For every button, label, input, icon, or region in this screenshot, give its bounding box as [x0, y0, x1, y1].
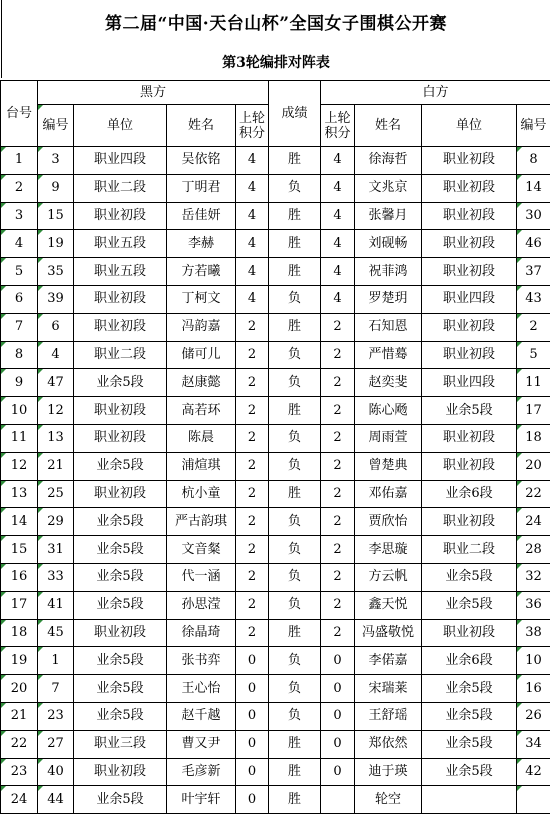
white-unit-cell: 职业初段 — [422, 258, 517, 286]
result-cell: 负 — [269, 424, 321, 452]
white-prev-score-cell: 0 — [321, 702, 355, 730]
black-prev-score-cell: 2 — [236, 397, 269, 425]
table-row — [1, 536, 550, 564]
black-name-cell: 储可儿 — [167, 341, 236, 369]
result-cell: 负 — [269, 647, 321, 675]
white-name-cell: 方云帆 — [355, 563, 422, 591]
result-cell: 负 — [269, 452, 321, 480]
white-prev-score-cell: 2 — [321, 536, 355, 564]
table-row — [1, 563, 550, 591]
black-name-cell: 孙思滢 — [167, 591, 236, 619]
result-cell: 负 — [269, 174, 321, 202]
black-prev-score-cell: 4 — [236, 258, 269, 286]
black-unit-cell: 职业初段 — [74, 285, 167, 313]
black-name-cell: 毛彦新 — [167, 758, 236, 786]
result-cell: 胜 — [269, 786, 321, 814]
white-name-cell: 李思璇 — [355, 536, 422, 564]
black-unit-cell: 职业初段 — [74, 424, 167, 452]
white-no-cell: 26 — [517, 702, 550, 730]
black-no-cell: 13 — [38, 424, 74, 452]
result-cell: 胜 — [269, 202, 321, 230]
result-cell: 胜 — [269, 619, 321, 647]
white-prev-score-cell: 4 — [321, 202, 355, 230]
table-row — [1, 619, 550, 647]
black-prev-score-cell: 2 — [236, 563, 269, 591]
white-prev-score-cell: 2 — [321, 369, 355, 397]
black-name-cell: 王心怡 — [167, 675, 236, 703]
white-unit-cell: 职业初段 — [422, 452, 517, 480]
table-row — [1, 397, 550, 425]
white-no-cell: 34 — [517, 730, 550, 758]
white-prev-score-cell: 0 — [321, 647, 355, 675]
white-prev-score-cell: 2 — [321, 480, 355, 508]
result-cell: 胜 — [269, 230, 321, 258]
white-name-cell: 郑依然 — [355, 730, 422, 758]
white-prev-score-cell: 2 — [321, 452, 355, 480]
white-name-cell: 鑫天悦 — [355, 591, 422, 619]
black-no-cell: 9 — [38, 174, 74, 202]
white-name-cell: 严惜蓦 — [355, 341, 422, 369]
black-no-cell: 3 — [38, 147, 74, 175]
black-name-cell: 高若环 — [167, 397, 236, 425]
table-row — [1, 313, 550, 341]
table-number-cell: 14 — [1, 508, 38, 536]
result-cell: 负 — [269, 702, 321, 730]
black-prev-score-cell: 0 — [236, 786, 269, 814]
table-row — [1, 786, 550, 814]
header-black-no: 编号 — [38, 105, 74, 147]
black-name-cell: 丁柯文 — [167, 285, 236, 313]
white-name-cell: 刘砚畅 — [355, 230, 422, 258]
table-row — [1, 258, 550, 286]
black-name-cell: 冯韵嘉 — [167, 313, 236, 341]
white-name-cell: 王舒瑶 — [355, 702, 422, 730]
white-unit-cell — [422, 786, 517, 814]
black-no-cell: 31 — [38, 536, 74, 564]
white-prev-score-cell: 0 — [321, 758, 355, 786]
white-name-cell: 冯盛敬悦 — [355, 619, 422, 647]
black-no-cell: 21 — [38, 452, 74, 480]
white-unit-cell: 业余5段 — [422, 675, 517, 703]
white-no-cell: 5 — [517, 341, 550, 369]
black-prev-score-cell: 0 — [236, 758, 269, 786]
white-unit-cell: 职业四段 — [422, 369, 517, 397]
white-no-cell: 38 — [517, 619, 550, 647]
black-unit-cell: 职业初段 — [74, 619, 167, 647]
table-number-cell: 18 — [1, 619, 38, 647]
document-subtitle: 第3轮编排对阵表 — [1, 48, 550, 78]
black-unit-cell: 职业初段 — [74, 397, 167, 425]
black-unit-cell: 业余5段 — [74, 702, 167, 730]
header-row-1 — [1, 81, 550, 105]
white-prev-score-cell: 4 — [321, 285, 355, 313]
black-name-cell: 杭小童 — [167, 480, 236, 508]
black-no-cell: 12 — [38, 397, 74, 425]
header-black-name: 姓名 — [167, 105, 236, 147]
white-no-cell: 22 — [517, 480, 550, 508]
black-unit-cell: 业余5段 — [74, 647, 167, 675]
white-prev-score-cell: 2 — [321, 397, 355, 425]
black-name-cell: 代一涵 — [167, 563, 236, 591]
table-number-cell: 8 — [1, 341, 38, 369]
result-cell: 负 — [269, 341, 321, 369]
black-prev-score-cell: 0 — [236, 647, 269, 675]
white-no-cell: 17 — [517, 397, 550, 425]
white-prev-score-cell: 2 — [321, 619, 355, 647]
table-number-cell: 15 — [1, 536, 38, 564]
table-number-cell: 5 — [1, 258, 38, 286]
table-row — [1, 647, 550, 675]
black-unit-cell: 职业五段 — [74, 258, 167, 286]
white-name-cell: 张馨月 — [355, 202, 422, 230]
white-prev-score-cell: 2 — [321, 424, 355, 452]
table-number-cell: 24 — [1, 786, 38, 814]
black-no-cell: 41 — [38, 591, 74, 619]
result-cell: 负 — [269, 508, 321, 536]
white-prev-score-cell: 2 — [321, 591, 355, 619]
table-row — [1, 730, 550, 758]
white-unit-cell: 职业四段 — [422, 285, 517, 313]
white-name-cell: 徐海哲 — [355, 147, 422, 175]
table-row — [1, 452, 550, 480]
black-prev-score-cell: 2 — [236, 369, 269, 397]
black-no-cell: 23 — [38, 702, 74, 730]
black-no-cell: 35 — [38, 258, 74, 286]
white-prev-score-cell: 4 — [321, 258, 355, 286]
table-row — [1, 230, 550, 258]
black-no-cell: 19 — [38, 230, 74, 258]
table-number-cell: 3 — [1, 202, 38, 230]
result-cell: 胜 — [269, 730, 321, 758]
header-white-prev-score: 上轮积分 — [321, 105, 355, 147]
white-no-cell: 2 — [517, 313, 550, 341]
table-number-cell: 19 — [1, 647, 38, 675]
black-no-cell: 6 — [38, 313, 74, 341]
black-no-cell: 29 — [38, 508, 74, 536]
black-name-cell: 丁明君 — [167, 174, 236, 202]
black-prev-score-cell: 4 — [236, 285, 269, 313]
white-prev-score-cell: 2 — [321, 313, 355, 341]
table-number-cell: 21 — [1, 702, 38, 730]
table-number-cell: 6 — [1, 285, 38, 313]
black-no-cell: 7 — [38, 675, 74, 703]
white-no-cell: 8 — [517, 147, 550, 175]
white-no-cell: 37 — [517, 258, 550, 286]
white-prev-score-cell: 2 — [321, 508, 355, 536]
table-row — [1, 480, 550, 508]
black-prev-score-cell: 2 — [236, 536, 269, 564]
table-number-cell: 7 — [1, 313, 38, 341]
result-cell: 负 — [269, 675, 321, 703]
black-unit-cell: 职业初段 — [74, 480, 167, 508]
white-unit-cell: 业余5段 — [422, 702, 517, 730]
table-row — [1, 285, 550, 313]
black-name-cell: 叶宇轩 — [167, 786, 236, 814]
white-prev-score-cell: 0 — [321, 675, 355, 703]
black-no-cell: 40 — [38, 758, 74, 786]
black-prev-score-cell: 2 — [236, 424, 269, 452]
black-no-cell: 39 — [38, 285, 74, 313]
black-unit-cell: 职业二段 — [74, 174, 167, 202]
white-prev-score-cell: 0 — [321, 730, 355, 758]
table-number-cell: 1 — [1, 147, 38, 175]
header-black-unit: 单位 — [74, 105, 167, 147]
black-name-cell: 方若曦 — [167, 258, 236, 286]
white-unit-cell: 职业初段 — [422, 619, 517, 647]
white-name-cell: 邓佑嘉 — [355, 480, 422, 508]
white-prev-score-cell — [321, 786, 355, 814]
white-unit-cell: 职业初段 — [422, 508, 517, 536]
white-unit-cell: 业余5段 — [422, 591, 517, 619]
result-cell: 胜 — [269, 313, 321, 341]
black-name-cell: 张书弈 — [167, 647, 236, 675]
white-no-cell: 16 — [517, 675, 550, 703]
table-row — [1, 508, 550, 536]
result-cell: 胜 — [269, 147, 321, 175]
result-cell: 负 — [269, 369, 321, 397]
black-unit-cell: 职业初段 — [74, 313, 167, 341]
black-prev-score-cell: 4 — [236, 202, 269, 230]
white-name-cell: 石知恩 — [355, 313, 422, 341]
header-table-no: 台号 — [1, 81, 38, 147]
white-unit-cell: 业余6段 — [422, 480, 517, 508]
black-prev-score-cell: 2 — [236, 619, 269, 647]
black-unit-cell: 业余5段 — [74, 786, 167, 814]
white-unit-cell: 职业初段 — [422, 174, 517, 202]
pairing-table — [0, 80, 550, 814]
black-unit-cell: 职业初段 — [74, 202, 167, 230]
white-unit-cell: 职业初段 — [422, 230, 517, 258]
table-number-cell: 20 — [1, 675, 38, 703]
white-name-cell: 迪于瑛 — [355, 758, 422, 786]
black-no-cell: 1 — [38, 647, 74, 675]
table-row — [1, 702, 550, 730]
white-name-cell: 贾欣怡 — [355, 508, 422, 536]
white-unit-cell: 职业二段 — [422, 536, 517, 564]
black-unit-cell: 职业三段 — [74, 730, 167, 758]
result-cell: 负 — [269, 591, 321, 619]
white-no-cell: 11 — [517, 369, 550, 397]
white-name-cell: 李偌嘉 — [355, 647, 422, 675]
black-unit-cell: 业余5段 — [74, 452, 167, 480]
black-name-cell: 陈晨 — [167, 424, 236, 452]
black-unit-cell: 业余5段 — [74, 536, 167, 564]
table-number-cell: 22 — [1, 730, 38, 758]
table-number-cell: 9 — [1, 369, 38, 397]
white-name-cell: 轮空 — [355, 786, 422, 814]
result-cell: 胜 — [269, 758, 321, 786]
white-name-cell: 周雨萱 — [355, 424, 422, 452]
black-prev-score-cell: 2 — [236, 508, 269, 536]
black-name-cell: 赵千越 — [167, 702, 236, 730]
black-no-cell: 15 — [38, 202, 74, 230]
black-prev-score-cell: 0 — [236, 675, 269, 703]
table-number-cell: 13 — [1, 480, 38, 508]
black-unit-cell: 职业五段 — [74, 230, 167, 258]
black-name-cell: 岳佳妍 — [167, 202, 236, 230]
black-prev-score-cell: 2 — [236, 313, 269, 341]
black-name-cell: 严古韵琪 — [167, 508, 236, 536]
black-no-cell: 4 — [38, 341, 74, 369]
table-row — [1, 147, 550, 175]
white-no-cell: 46 — [517, 230, 550, 258]
table-row — [1, 758, 550, 786]
black-prev-score-cell: 4 — [236, 174, 269, 202]
black-name-cell: 吴依铭 — [167, 147, 236, 175]
black-name-cell: 赵康懿 — [167, 369, 236, 397]
white-no-cell: 43 — [517, 285, 550, 313]
white-no-cell: 10 — [517, 647, 550, 675]
white-unit-cell: 业余5段 — [422, 758, 517, 786]
table-number-cell: 10 — [1, 397, 38, 425]
document-title: 第二届“中国·天台山杯”全国女子围棋公开赛 — [1, 0, 550, 48]
white-unit-cell: 职业初段 — [422, 147, 517, 175]
white-unit-cell: 业余5段 — [422, 397, 517, 425]
black-unit-cell: 业余5段 — [74, 675, 167, 703]
white-no-cell: 14 — [517, 174, 550, 202]
table-number-cell: 17 — [1, 591, 38, 619]
table-number-cell: 4 — [1, 230, 38, 258]
black-name-cell: 李赫 — [167, 230, 236, 258]
black-prev-score-cell: 2 — [236, 341, 269, 369]
table-row — [1, 591, 550, 619]
table-row — [1, 369, 550, 397]
white-no-cell: 28 — [517, 536, 550, 564]
table-number-cell: 16 — [1, 563, 38, 591]
black-prev-score-cell: 4 — [236, 147, 269, 175]
header-black: 黑方 — [38, 81, 269, 105]
black-name-cell: 文音粲 — [167, 536, 236, 564]
white-prev-score-cell: 4 — [321, 147, 355, 175]
white-no-cell: 20 — [517, 452, 550, 480]
header-result: 成绩 — [269, 81, 321, 147]
result-cell: 胜 — [269, 397, 321, 425]
white-no-cell: 36 — [517, 591, 550, 619]
white-unit-cell: 业余5段 — [422, 730, 517, 758]
white-no-cell: 24 — [517, 508, 550, 536]
white-prev-score-cell: 2 — [321, 563, 355, 591]
black-no-cell: 25 — [38, 480, 74, 508]
black-prev-score-cell: 2 — [236, 452, 269, 480]
white-name-cell: 陈心飏 — [355, 397, 422, 425]
black-prev-score-cell: 0 — [236, 702, 269, 730]
result-cell: 负 — [269, 285, 321, 313]
black-unit-cell: 业余5段 — [74, 508, 167, 536]
header-white-name: 姓名 — [355, 105, 422, 147]
white-name-cell: 文兆京 — [355, 174, 422, 202]
white-unit-cell: 职业初段 — [422, 341, 517, 369]
black-no-cell: 47 — [38, 369, 74, 397]
white-prev-score-cell: 4 — [321, 174, 355, 202]
table-row — [1, 675, 550, 703]
white-unit-cell: 职业初段 — [422, 424, 517, 452]
white-name-cell: 祝菲鸿 — [355, 258, 422, 286]
black-no-cell: 45 — [38, 619, 74, 647]
black-unit-cell: 职业四段 — [74, 147, 167, 175]
black-unit-cell: 业余5段 — [74, 563, 167, 591]
black-unit-cell: 业余5段 — [74, 369, 167, 397]
black-name-cell: 浦煊琪 — [167, 452, 236, 480]
white-no-cell: 42 — [517, 758, 550, 786]
white-no-cell: 18 — [517, 424, 550, 452]
result-cell: 负 — [269, 563, 321, 591]
black-name-cell: 徐晶琦 — [167, 619, 236, 647]
black-no-cell: 27 — [38, 730, 74, 758]
white-unit-cell: 职业初段 — [422, 202, 517, 230]
black-unit-cell: 职业初段 — [74, 758, 167, 786]
black-no-cell: 44 — [38, 786, 74, 814]
table-row — [1, 341, 550, 369]
result-cell: 胜 — [269, 258, 321, 286]
white-no-cell: 32 — [517, 563, 550, 591]
table-row — [1, 202, 550, 230]
table-number-cell: 23 — [1, 758, 38, 786]
black-name-cell: 曹又尹 — [167, 730, 236, 758]
black-prev-score-cell: 0 — [236, 730, 269, 758]
result-cell: 负 — [269, 536, 321, 564]
white-unit-cell: 业余6段 — [422, 647, 517, 675]
white-name-cell: 罗楚玥 — [355, 285, 422, 313]
white-prev-score-cell: 4 — [321, 230, 355, 258]
black-prev-score-cell: 2 — [236, 480, 269, 508]
white-unit-cell: 职业初段 — [422, 313, 517, 341]
black-no-cell: 33 — [38, 563, 74, 591]
result-cell: 胜 — [269, 480, 321, 508]
table-row — [1, 424, 550, 452]
table-number-cell: 2 — [1, 174, 38, 202]
white-unit-cell: 业余5段 — [422, 563, 517, 591]
table-row — [1, 174, 550, 202]
black-prev-score-cell: 4 — [236, 230, 269, 258]
black-unit-cell: 职业二段 — [74, 341, 167, 369]
black-unit-cell: 业余5段 — [74, 591, 167, 619]
table-number-cell: 11 — [1, 424, 38, 452]
header-white-unit: 单位 — [422, 105, 517, 147]
white-name-cell: 赵奕斐 — [355, 369, 422, 397]
white-name-cell: 宋瑞莱 — [355, 675, 422, 703]
white-no-cell — [517, 786, 550, 814]
white-no-cell: 30 — [517, 202, 550, 230]
header-white-no: 编号 — [517, 105, 550, 147]
white-prev-score-cell: 2 — [321, 341, 355, 369]
table-number-cell: 12 — [1, 452, 38, 480]
header-white: 白方 — [321, 81, 550, 105]
white-name-cell: 曾楚典 — [355, 452, 422, 480]
black-prev-score-cell: 2 — [236, 591, 269, 619]
header-black-prev-score: 上轮积分 — [236, 105, 269, 147]
